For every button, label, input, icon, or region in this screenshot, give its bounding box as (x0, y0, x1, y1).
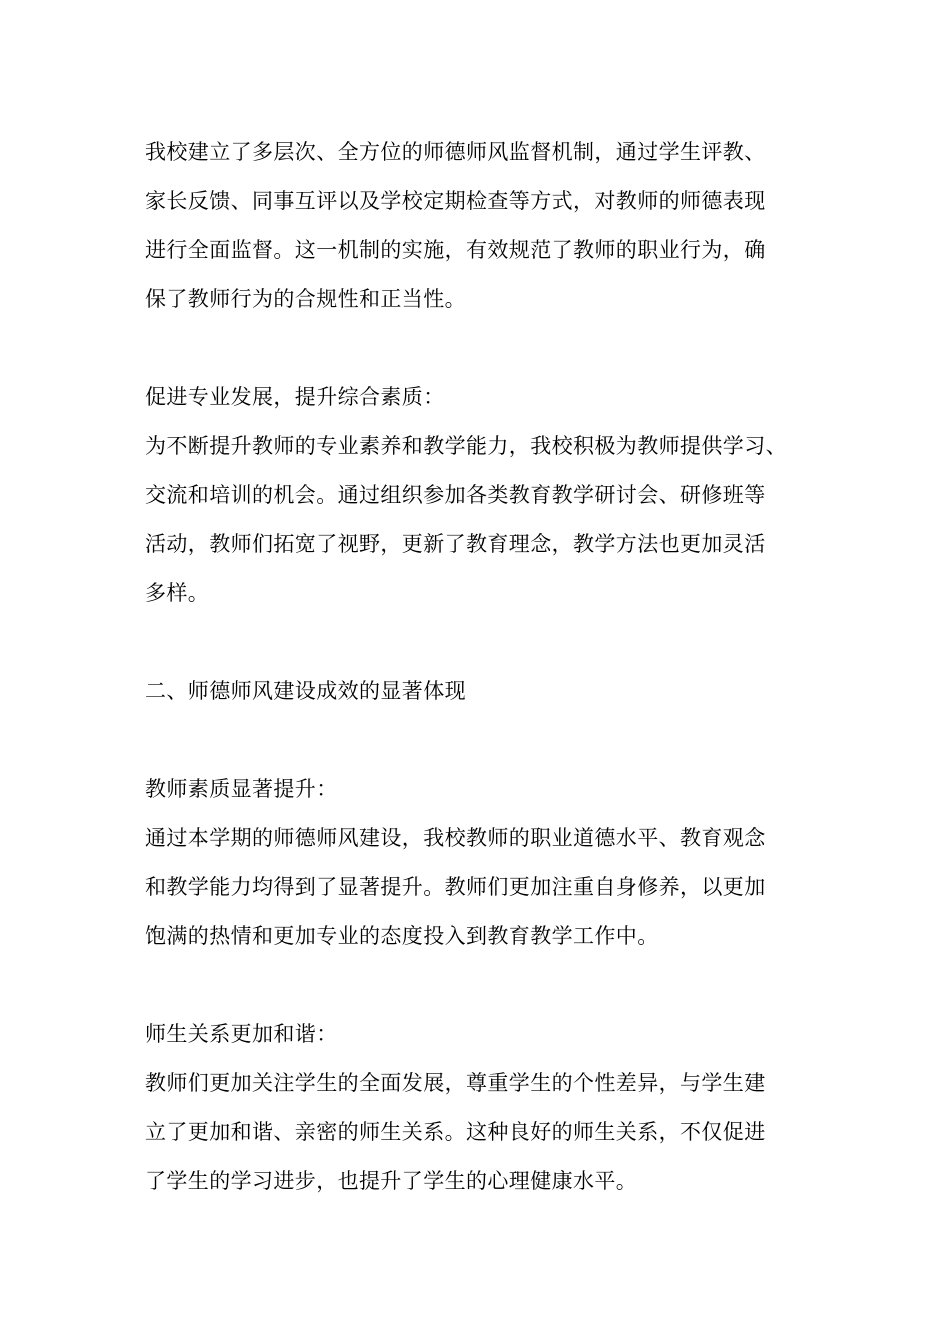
paragraph-line: 教师们更加关注学生的全面发展，尊重学生的个性差异，与学生建 (145, 1071, 766, 1095)
subheading: 促进专业发展，提升综合素质： (145, 385, 445, 409)
subheading: 教师素质显著提升： (145, 777, 338, 801)
paragraph-line: 了学生的学习进步，也提升了学生的心理健康水平。 (145, 1169, 638, 1193)
paragraph-line: 进行全面监督。这一机制的实施，有效规范了教师的职业行为，确 (145, 238, 766, 262)
paragraph-line: 保了教师行为的合规性和正当性。 (145, 287, 466, 311)
paragraph-line: 通过本学期的师德师风建设，我校教师的职业道德水平、教育观念 (145, 826, 766, 850)
section-title: 二、师德师风建设成效的显著体现 (145, 679, 466, 703)
paragraph-line: 交流和培训的机会。通过组织参加各类教育教学研讨会、研修班等 (145, 483, 766, 507)
paragraph-line: 立了更加和谐、亲密的师生关系。这种良好的师生关系，不仅促进 (145, 1120, 766, 1144)
paragraph-line: 活动，教师们拓宽了视野，更新了教育理念，教学方法也更加灵活 (145, 532, 766, 556)
paragraph-line: 多样。 (145, 581, 210, 605)
paragraph-line: 我校建立了多层次、全方位的师德师风监督机制，通过学生评教、 (145, 140, 766, 164)
paragraph-line: 家长反馈、同事互评以及学校定期检查等方式，对教师的师德表现 (145, 189, 766, 213)
subheading: 师生关系更加和谐： (145, 1022, 338, 1046)
paragraph-line: 饱满的热情和更加专业的态度投入到教育教学工作中。 (145, 924, 659, 948)
paragraph-line: 和教学能力均得到了显著提升。教师们更加注重自身修养，以更加 (145, 875, 766, 899)
paragraph-line: 为不断提升教师的专业素养和教学能力，我校积极为教师提供学习、 (145, 434, 787, 458)
